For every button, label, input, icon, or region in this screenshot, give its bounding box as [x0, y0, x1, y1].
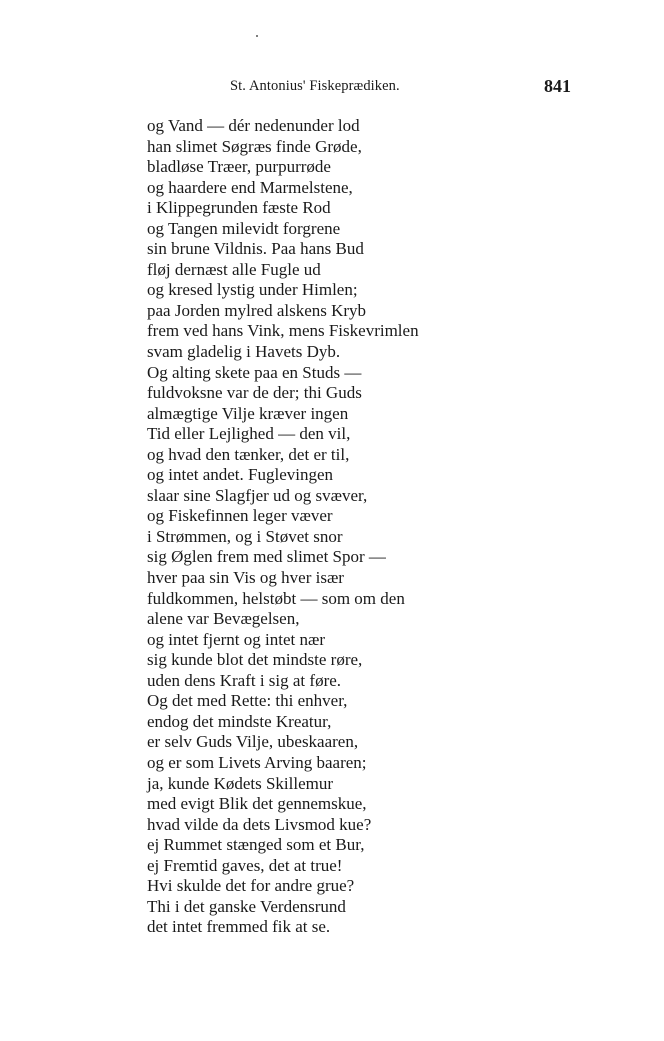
- poem-line: og haardere end Marmelstene,: [147, 177, 353, 197]
- poem-line: fuldvoksne var de der; thi Guds: [147, 383, 362, 403]
- poem-line: Tid eller Lejlighed — den vil,: [147, 424, 351, 444]
- page-number: 841: [544, 76, 571, 96]
- poem-line: og Tangen milevidt forgrene: [147, 218, 341, 238]
- poem-line: og intet fjernt og intet nær: [147, 629, 325, 649]
- poem-line: og Vand — dér nedenunder lod: [147, 116, 360, 135]
- poem-line: slaar sine Slagfjer ud og svæver,: [147, 485, 368, 505]
- poem-line: frem ved hans Vink, mens Fiskevrimlen: [147, 321, 419, 341]
- poem-line: Hvi skulde det for andre grue?: [147, 876, 355, 896]
- running-title: St. Antonius' Fiskeprædiken.: [230, 78, 400, 94]
- poem-line: i Strømmen, og i Støvet snor: [147, 526, 343, 546]
- poem-text: [147, 116, 419, 938]
- poem-line: alene var Bevægelsen,: [147, 609, 300, 629]
- poem-line: hver paa sin Vis og hver især: [147, 568, 344, 588]
- poem-line: ej Fremtid gaves, det at true!: [147, 855, 343, 875]
- poem-line: han slimet Søgræs finde Grøde,: [147, 136, 362, 156]
- poem-line: paa Jorden mylred alskens Kryb: [147, 300, 367, 320]
- poem-line: i Klippegrunden fæste Rod: [147, 198, 331, 218]
- poem-line: hvad vilde da dets Livsmod kue?: [147, 814, 372, 834]
- poem-line: fløj dernæst alle Fugle ud: [147, 259, 321, 279]
- poem-line: endog det mindste Kreatur,: [147, 711, 332, 731]
- poem-line: er selv Guds Vilje, ubeskaaren,: [147, 732, 359, 752]
- poem-line: uden dens Kraft i sig at føre.: [147, 670, 342, 690]
- poem-line: og er som Livets Arving baaren;: [147, 752, 367, 772]
- poem-line: og kresed lystig under Himlen;: [147, 280, 358, 300]
- poem-line: det intet fremmed fik at se.: [147, 917, 331, 937]
- poem-line: sin brune Vildnis. Paa hans Bud: [147, 239, 364, 259]
- poem-line: og intet andet. Fuglevingen: [147, 465, 334, 485]
- poem-line: Og det med Rette: thi enhver,: [147, 691, 348, 711]
- poem-line: sig Øglen frem med slimet Spor —: [147, 547, 386, 567]
- poem-line: ej Rummet stænged som et Bur,: [147, 835, 365, 855]
- print-speck: [256, 35, 258, 37]
- poem-line: ja, kunde Kødets Skillemur: [147, 773, 334, 793]
- poem-line: sig kunde blot det mindste røre,: [147, 650, 363, 670]
- poem-line: Og alting skete paa en Studs —: [147, 362, 362, 382]
- poem-line: bladløse Træer, purpurrøde: [147, 157, 331, 177]
- poem-line: med evigt Blik det gennemskue,: [147, 794, 367, 814]
- poem-line: og Fiskefinnen leger væver: [147, 506, 333, 526]
- poem-line: svam gladelig i Havets Dyb.: [147, 342, 341, 362]
- poem-line: Thi i det ganske Verdensrund: [147, 896, 346, 916]
- poem-line: fuldkommen, helstøbt — som om den: [147, 588, 405, 608]
- poem-line: almægtige Vilje kræver ingen: [147, 403, 349, 423]
- poem-line: og hvad den tænker, det er til,: [147, 444, 350, 464]
